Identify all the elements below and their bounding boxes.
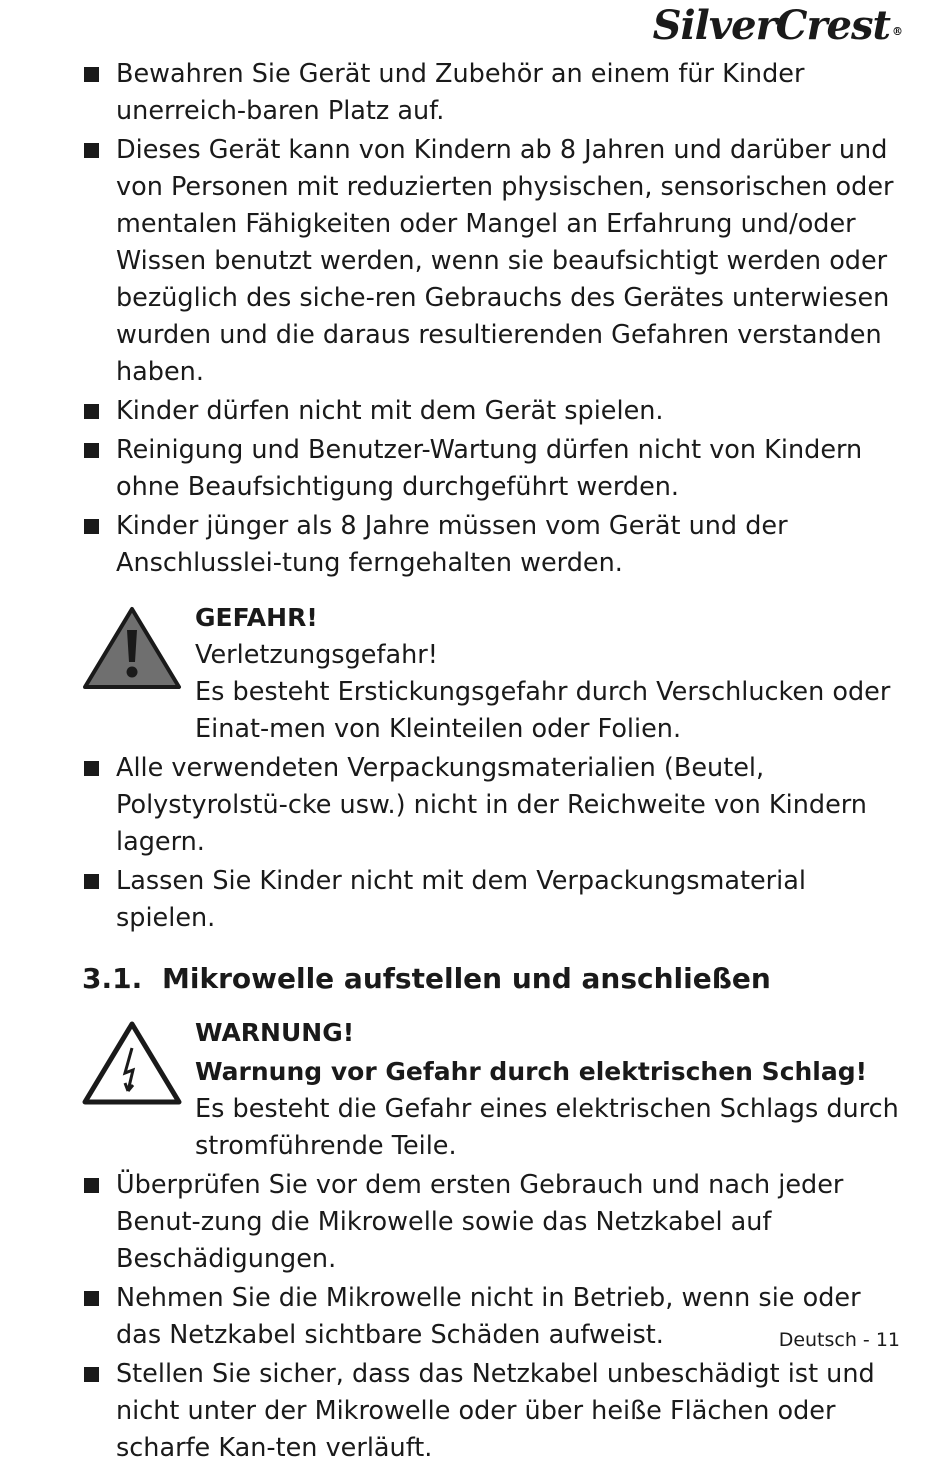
page-content: [82, 56, 902, 1469]
list-item: Kinder jünger als 8 Jahre müssen vom Gerät und der Anschlusslei-tung ferngehalten werden.: [82, 508, 902, 582]
list-item: Lassen Sie Kinder nicht mit dem Verpackungsmaterial spielen.: [82, 863, 902, 937]
warning-exclamation-icon: [82, 606, 182, 701]
list-item: Dieses Gerät kann von Kindern ab 8 Jahren und darüber und von Personen mit reduzierten physischen, sensorischen oder mentalen Fähigkeiten oder Mangel an Erfahrung und/oder Wissen benutzt werden, wenn sie beaufsichtigt werden oder bezüglich des siche-ren Gebrauchs des Gerätes unterwiesen wurden und die daraus resultierenden Gefahren verstanden haben.: [82, 132, 902, 391]
list-item: Nehmen Sie die Mikrowelle nicht in Betrieb, wenn sie oder das Netzkabel sichtbare Schäden aufweist.: [82, 1280, 902, 1354]
registered-mark: ®: [892, 25, 902, 38]
list-item: Überprüfen Sie vor dem ersten Gebrauch und nach jeder Benut-zung die Mikrowelle sowie das Netzkabel auf Beschädigungen.: [82, 1167, 902, 1278]
danger-text: Es besteht Erstickungsgefahr durch Verschlucken oder Einat-men von Kleinteilen oder Folien.: [195, 677, 891, 744]
page-footer: Deutsch - 11: [778, 1329, 900, 1351]
section-heading: [82, 959, 902, 999]
electric-shock-icon: [82, 1021, 182, 1116]
danger-title: GEFAHR!: [195, 603, 318, 632]
warning-notice: [82, 1013, 902, 1165]
warning-text: Es besteht die Gefahr eines elektrischen Schlags durch stromführende Teile.: [195, 1094, 899, 1161]
warning-title: WARNUNG!: [195, 1018, 355, 1047]
list-item: Reinigung und Benutzer-Wartung dürfen nicht von Kindern ohne Beaufsichtigung durchgeführt werden.: [82, 432, 902, 506]
danger-notice: [82, 598, 902, 748]
danger-subtitle: Verletzungsgefahr!: [195, 640, 438, 670]
brand-logo: [653, 2, 902, 50]
section-title: Mikrowelle aufstellen und anschließen: [162, 962, 771, 995]
list-item: Stellen Sie sicher, dass das Netzkabel unbeschädigt ist und nicht unter der Mikrowelle oder über heiße Flächen oder scharfe Kan-ten verläuft.: [82, 1356, 902, 1467]
brand-name: SilverCrest: [652, 2, 890, 49]
list-item: Alle verwendeten Verpackungsmaterialien (Beutel, Polystyrolstü-cke usw.) nicht in der Reichweite von Kindern lagern.: [82, 750, 902, 861]
list-item: Kinder dürfen nicht mit dem Gerät spielen.: [82, 393, 902, 430]
list-item: Bewahren Sie Gerät und Zubehör an einem für Kinder unerreich-baren Platz auf.: [82, 56, 902, 130]
section-number: 3.1.: [82, 962, 143, 995]
warning-subtitle: Warnung vor Gefahr durch elektrischen Schlag!: [195, 1057, 868, 1086]
